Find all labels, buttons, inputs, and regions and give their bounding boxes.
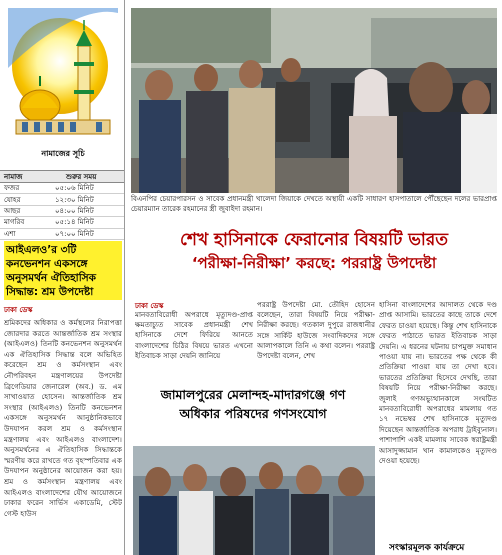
lead-headline[interactable] (131, 228, 497, 274)
prayer-name: ফজর (4, 184, 20, 193)
prayer-time: ০৪:০০ মিনিট (55, 206, 94, 215)
bottom-teaser-headline[interactable]: সংস্কারমূলক কার্যক্রমে (389, 543, 465, 553)
photo-caption: বিএনপির চেয়ারপারসন ও সাবেক প্রধানমন্ত্রী খালেদা জিয়াকে দেখতে অস্থায়ী একটি সাধারণ হাসপাতালে পৌঁছেছেন দলের ভারপ্রাপ্ত চেয়ারম্যান তারেক রহমানের স্ত্রী জুবাইদা রহমান। (131, 195, 497, 213)
hospital-visit-photo-graphic (131, 8, 497, 193)
group-photo-graphic (133, 446, 375, 555)
prayer-name: যোহর (4, 195, 21, 204)
prayer-time: ০৭:০০ মিনিট (55, 229, 94, 238)
prayer-schedule-table (0, 170, 124, 240)
prayer-schedule-title: নামাজের সূচি (41, 149, 85, 158)
sidebar-story-body: শ্রমিকদের অধিকার ও কর্মস্থলের নিরাপত্তা জোরদার করতে আন্তর্জাতিক শ্রম সংস্থার (আইএলও) তিনটি কনভেনশন অনুসমর্থন এক ঐতিহাসিক সিদ্ধান্ত বলে অভিহিত করেছেন শ্রম ও কর্মসংস্থান এবং নৌপরিবহন মন্ত্রণালয়ের উপদেষ্টা ব্রিগেডিয়ার জেনারেল (অব.) ড. এম সাখাওয়াত হোসেন। আন্তর্জাতিক শ্রম সংস্থার (আইএলও) তিনটি কনভেনশন একসঙ্গে অনুসমর্থন আনুষ্ঠানিকভাবে উদযাপন করল শ্রম ও কর্মসংস্থান মন্ত্রণালয় এবং আইএলও বাংলাদেশ। অনুসমর্থনের এ ঐতিহাসিক সিদ্ধান্তকে স্মরণীয় করে রাখতে গত বৃহস্পতিবার এক উদযাপন অনুষ্ঠানের আয়োজন করা হয়। শ্রম ও কর্মসংস্থান মন্ত্রণালয় এবং আইএলও বাংলাদেশের যৌথ আয়োজনে ঢাকার ফরেন সার্ভিস একাডেমি, স্টেট গেস্ট হাউস (4, 318, 122, 518)
prayer-time: ১২:৩০ মিনিট (55, 195, 94, 204)
prayer-header-time: শুরুর সময় (66, 172, 97, 181)
second-headline-line-1[interactable]: জামালপুরের মেলান্দহ-মাদারগঞ্জে গণ (160, 387, 346, 402)
hospital-visit-photo[interactable] (131, 8, 497, 193)
prayer-table-header (0, 171, 124, 183)
mosque-logo (8, 8, 118, 143)
prayer-time: ০৫:০৬ মিনিট (55, 184, 94, 193)
left-sidebar (0, 0, 125, 555)
prayer-name: এশা (4, 229, 16, 238)
prayer-time: ০৫:১৪ মিনিট (55, 218, 94, 227)
lead-story-column-1: মানবতাবিরোধী অপরাধে মৃত্যুদণ্ড-প্রাপ্ত ক্ষমতাচ্যুত সাবেক প্রধানমন্ত্রী শেখ হাসিনাকে দেশে ফিরিয়ে আনতে বাংলাদেশের চিঠির বিষয়ে ভারত এখনো ইতিবাচক সাড়া দেয়নি জানিয়ে (135, 310, 253, 360)
sidebar-news-story[interactable] (4, 241, 122, 555)
group-photo[interactable] (133, 446, 375, 555)
second-headline-line-2[interactable]: অধিকার পরিষদের গণসংযোগ (179, 406, 327, 421)
prayer-row (0, 229, 124, 240)
lead-headline-line-2[interactable]: ‘পরীক্ষা-নিরীক্ষা’ করছে: পররাষ্ট্র উপদেষ্টা (191, 254, 437, 272)
prayer-name: আছর (4, 206, 21, 215)
prayer-header-name: নামাজ (4, 172, 23, 181)
prayer-name: মাগরিব (4, 218, 25, 227)
mosque-logo-graphic (8, 8, 118, 143)
main-content (131, 0, 502, 555)
lead-story-dateline: ঢাকা ডেস্ক (135, 302, 164, 310)
lead-story-column-2: পররাষ্ট্র উপদেষ্টা মো. তৌহিদ হোসেন বলেছেন, তারা বিষয়টি নিয়ে পরীক্ষা-নিরীক্ষা করছে। গতকাল দুপুরে রাজধানীর সঙ্গে সার্কিট হাউজে সংবাদিকদের সঙ্গে আলাপকালে তিনি এ কথা বলেন। পররাষ্ট্র উপদেষ্টা বলেন, শেখ (257, 300, 375, 361)
lead-story-column-3: হাসিনা বাংলাদেশের আদালত থেকে দণ্ড প্রাপ্ত আসামি। ভারতের কাছে তাকে দেশে ফেরত চাওয়া হয়েছে। কিন্তু শেখ হাসিনাকে ফেরত পাঠাতে ভারত ইতিবাচক সাড়া দেয়নি। এ ধরনের ঘটনায় চাপমুক্ত সমাধান পাওয়া যায় না। ভারতের পক্ষ থেকে কী প্রতিক্রিয়া পাওয়া যায় তা দেখা হবে। ভারতের প্রতিক্রিয়া হিসেবে দেখছি, তারা বিষয়টি নিয়ে পরীক্ষা-নিরীক্ষা করছে। জুলাই গণঅভ্যুত্থানকালে সংঘটিত মানবতাবিরোধী অপরাধের মামলায় গত ১৭ নভেম্বর শেখ হাসিনাকে মৃত্যুদণ্ড দিয়েছেন আন্তর্জাতিক অপরাধ ট্রাইব্যুনাল। পাশাপাশি একই মামলায় সাবেক স্বরাষ্ট্রমন্ত্রী আসাদুজ্জামান খান কামালকেও মৃত্যুদণ্ড দেওয়া হয়েছে। (379, 300, 497, 466)
lead-headline-line-1[interactable]: শেখ হাসিনাকে ফেরানোর বিষয়টি ভারত (180, 230, 448, 250)
sidebar-story-headline[interactable]: আইএলও’র ৩টি কনভেনশন একসঙ্গে অনুসমর্থন ঐতিহাসিক সিদ্ধান্ত: শ্রম উপদেষ্টা (4, 241, 122, 300)
second-story-headline[interactable] (131, 385, 375, 423)
sidebar-story-dateline: ঢাকা ডেস্ক (4, 306, 33, 314)
